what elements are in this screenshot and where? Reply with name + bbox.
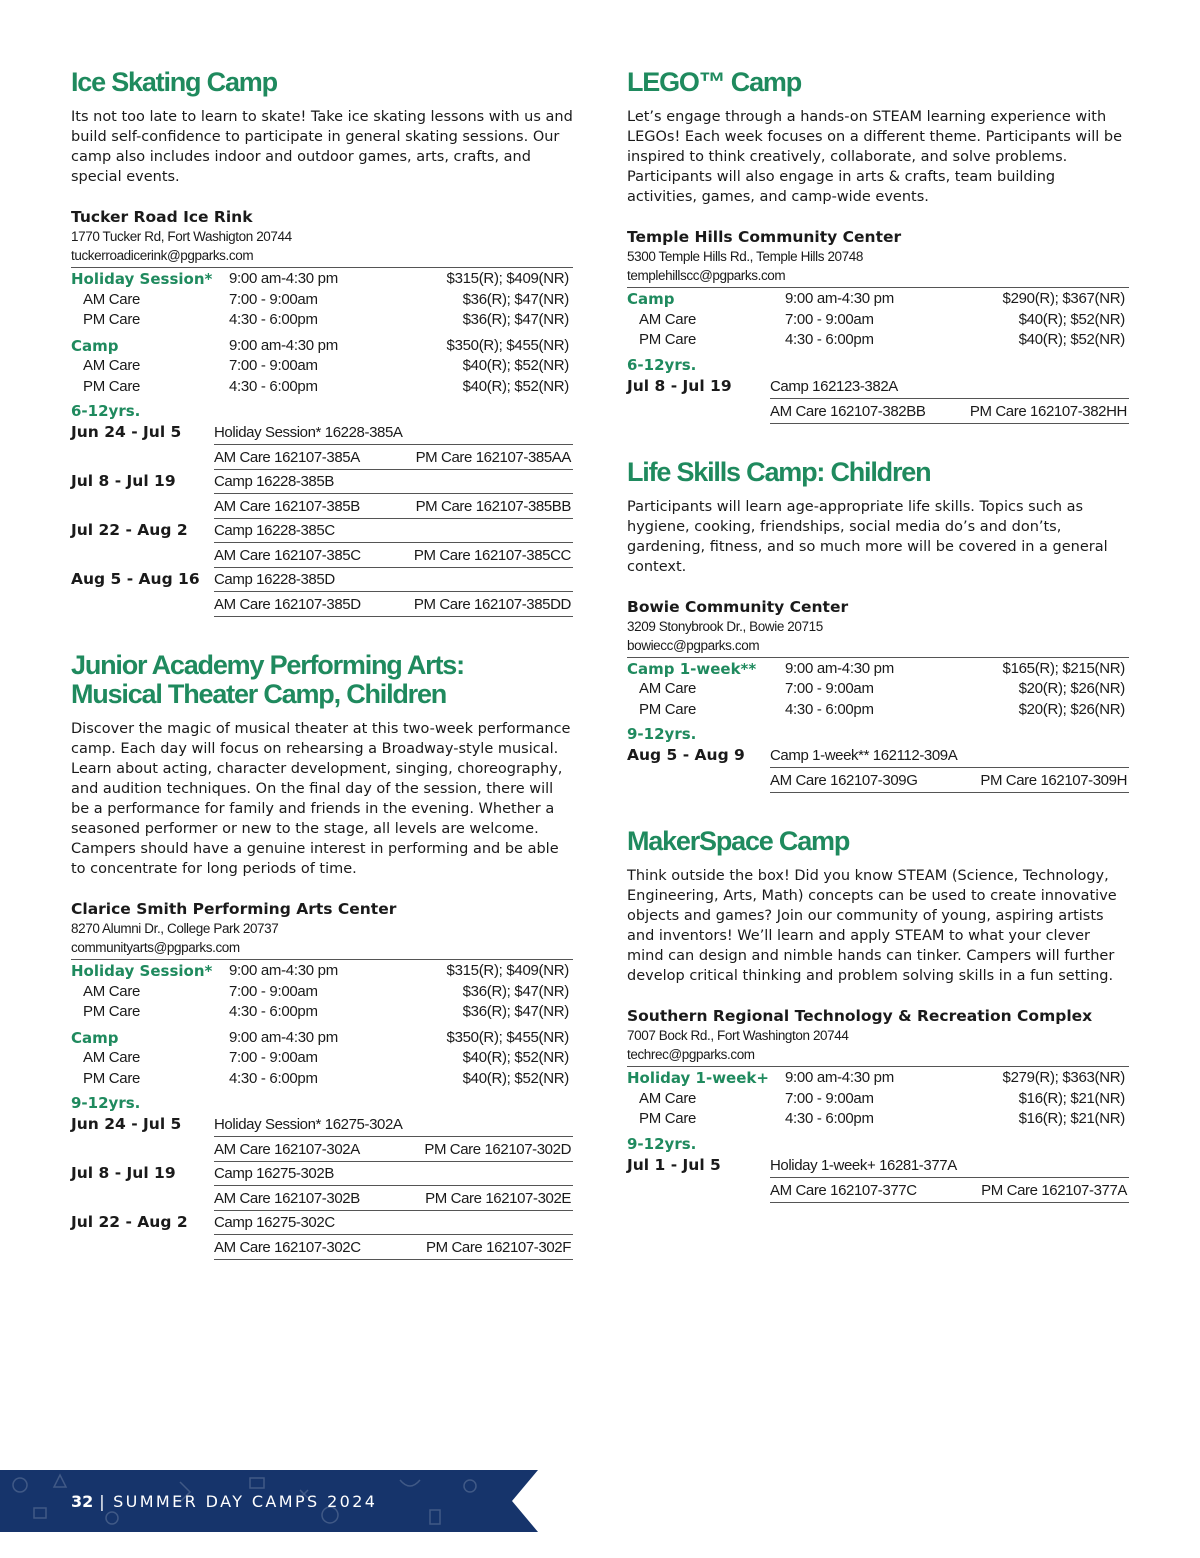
session-date: Aug 5 - Aug 16 xyxy=(71,570,200,588)
price-value: $16(R); $21(NR) xyxy=(1018,1110,1125,1127)
pm-care-code: PM Care 162107-309H xyxy=(949,768,1129,793)
price-row-care xyxy=(71,290,573,311)
price-label: Holiday Session* xyxy=(71,270,213,288)
session-code: Camp 16228-385D xyxy=(214,568,573,592)
location-email: templehillscc@pgparks.com xyxy=(627,268,786,283)
price-row-care xyxy=(627,679,1129,700)
schedule-spacer xyxy=(71,445,214,470)
price-row-care xyxy=(71,1002,573,1023)
schedule-table xyxy=(71,421,573,617)
session-code: Camp 1-week** 162112-309A xyxy=(770,744,1129,768)
schedule-care-row xyxy=(627,1177,1129,1202)
pm-care-code: PM Care 162107-385AA xyxy=(386,445,573,470)
schedule-row xyxy=(627,375,1129,399)
footer-separator: | xyxy=(99,1492,108,1511)
page-number: 32 xyxy=(71,1492,94,1511)
price-table xyxy=(627,287,1129,351)
am-care-code: AM Care 162107-385B xyxy=(214,494,386,519)
pm-care-code: PM Care 162107-377A xyxy=(949,1177,1129,1202)
price-row-main xyxy=(627,657,1129,679)
price-time: 4:30 - 6:00pm xyxy=(229,311,318,328)
section-title-line: Life Skills Camp: Children xyxy=(627,456,931,487)
price-table xyxy=(627,1066,1129,1130)
footer-label: SUMMER DAY CAMPS 2024 xyxy=(113,1492,378,1511)
price-label: Holiday 1-week+ xyxy=(627,1069,769,1087)
price-value: $20(R); $26(NR) xyxy=(1018,680,1125,697)
price-time: 9:00 am-4:30 pm xyxy=(785,1069,894,1086)
location-email: techrec@pgparks.com xyxy=(627,1047,755,1062)
price-row-care xyxy=(627,1109,1129,1130)
price-value: $40(R); $52(NR) xyxy=(462,1049,569,1066)
location-address: 3209 Stonybrook Dr., Bowie 20715 xyxy=(627,618,823,634)
schedule-spacer xyxy=(71,1186,214,1211)
am-care-code: AM Care 162107-382BB xyxy=(770,398,947,423)
price-row-care xyxy=(71,310,573,331)
price-label: Holiday Session* xyxy=(71,962,213,980)
pm-care-code: PM Care 162107-385CC xyxy=(386,543,573,568)
price-time: 9:00 am-4:30 pm xyxy=(229,336,338,354)
session-date: Jun 24 - Jul 5 xyxy=(71,1115,182,1134)
am-care-code: AM Care 162107-302C xyxy=(214,1235,392,1260)
pm-care-code: PM Care 162107-302F xyxy=(392,1235,573,1260)
location-name: Temple Hills Community Center xyxy=(627,228,902,246)
schedule-row xyxy=(71,470,573,494)
price-time: 4:30 - 6:00pm xyxy=(785,331,874,348)
schedule-care-row xyxy=(71,1137,573,1162)
section-title xyxy=(627,458,1129,487)
schedule-table xyxy=(627,1154,1129,1203)
price-label: PM Care xyxy=(83,377,141,395)
pm-care-code: PM Care 162107-385DD xyxy=(386,592,573,617)
price-row-care xyxy=(627,330,1129,351)
age-range: 9-12yrs. xyxy=(627,1134,697,1153)
session-date: Jul 8 - Jul 19 xyxy=(71,472,176,490)
am-care-code: AM Care 162107-377C xyxy=(770,1177,949,1202)
price-row-care xyxy=(71,1069,573,1090)
schedule-spacer xyxy=(71,592,214,617)
session-date: Jul 8 - Jul 19 xyxy=(627,376,732,395)
camp-section xyxy=(71,68,573,617)
price-time: 9:00 am-4:30 pm xyxy=(229,962,338,979)
schedule-care-row xyxy=(71,445,573,470)
price-time: 7:00 - 9:00am xyxy=(785,680,874,697)
price-table xyxy=(71,267,573,397)
am-care-code: AM Care 162107-302B xyxy=(214,1186,392,1211)
schedule-row xyxy=(71,1211,573,1235)
session-code: Camp 16275-302B xyxy=(214,1162,573,1186)
price-value: $40(R); $52(NR) xyxy=(1018,310,1125,328)
price-row-care xyxy=(627,1089,1129,1110)
session-code: Holiday Session* 16228-385A xyxy=(214,421,573,445)
schedule-spacer xyxy=(71,494,214,519)
schedule-row xyxy=(71,1162,573,1186)
price-label: Camp 1-week** xyxy=(627,659,757,678)
footer-text xyxy=(71,1492,377,1511)
schedule-table xyxy=(71,1113,573,1260)
price-value: $36(R); $47(NR) xyxy=(462,1003,569,1020)
schedule-table xyxy=(627,744,1129,793)
schedule-spacer xyxy=(71,1235,214,1260)
section-title xyxy=(627,68,1129,97)
price-time: 7:00 - 9:00am xyxy=(229,982,318,1000)
section-title xyxy=(627,827,1129,856)
pm-care-code: PM Care 162107-302E xyxy=(392,1186,573,1211)
price-label: AM Care xyxy=(83,357,141,374)
schedule-table xyxy=(627,375,1129,424)
session-date: Jul 22 - Aug 2 xyxy=(71,1213,188,1231)
schedule-spacer xyxy=(627,768,770,793)
price-label: AM Care xyxy=(639,680,697,697)
price-time: 4:30 - 6:00pm xyxy=(229,377,318,395)
price-value: $40(R); $52(NR) xyxy=(1018,331,1125,348)
price-value: $40(R); $52(NR) xyxy=(462,1069,569,1087)
price-value: $315(R); $409(NR) xyxy=(446,962,569,979)
section-description: Let’s engage through a hands-on STEAM learning experience with LEGOs! Each week focuses on a different theme. Participants will be inspired to think creatively, collaborate, and solve problems. Participants will also engage in arts & crafts, team building activities, games, and camp-wide events. xyxy=(627,109,1123,205)
price-row-main xyxy=(71,960,573,982)
schedule-row xyxy=(627,1154,1129,1178)
am-care-code: AM Care 162107-385C xyxy=(214,543,386,568)
price-time: 4:30 - 6:00pm xyxy=(229,1003,318,1020)
location-name: Clarice Smith Performing Arts Center xyxy=(71,900,397,918)
price-label: PM Care xyxy=(83,311,141,328)
price-time: 4:30 - 6:00pm xyxy=(229,1069,318,1087)
am-care-code: AM Care 162107-309G xyxy=(770,768,949,793)
price-value: $315(R); $409(NR) xyxy=(446,270,569,287)
session-date: Jul 22 - Aug 2 xyxy=(71,521,188,539)
price-row-care xyxy=(627,700,1129,721)
price-value: $350(R); $455(NR) xyxy=(446,1028,569,1046)
location-email: communityarts@pgparks.com xyxy=(71,940,240,955)
age-range: 6-12yrs. xyxy=(71,402,141,420)
price-time: 9:00 am-4:30 pm xyxy=(785,659,894,677)
schedule-row xyxy=(71,519,573,543)
price-label: AM Care xyxy=(83,290,141,308)
schedule-care-row xyxy=(71,494,573,519)
session-code: Holiday 1-week+ 16281-377A xyxy=(770,1154,1129,1178)
age-range: 6-12yrs. xyxy=(627,355,697,374)
price-value: $36(R); $47(NR) xyxy=(462,290,569,308)
session-code: Holiday Session* 16275-302A xyxy=(214,1113,573,1137)
price-value: $40(R); $52(NR) xyxy=(462,357,569,374)
price-time: 4:30 - 6:00pm xyxy=(785,700,874,718)
right-column xyxy=(627,60,1129,1237)
session-date: Aug 5 - Aug 9 xyxy=(627,746,745,765)
session-code: Camp 16275-302C xyxy=(214,1211,573,1235)
schedule-row xyxy=(627,744,1129,768)
location-name: Bowie Community Center xyxy=(627,597,849,616)
price-row-care xyxy=(71,356,573,377)
section-title-line: Ice Skating Camp xyxy=(71,67,277,97)
price-value: $40(R); $52(NR) xyxy=(462,377,569,395)
section-title-line: Musical Theater Camp, Children xyxy=(71,679,447,709)
session-code: Camp 162123-382A xyxy=(770,375,1129,399)
location-address: 7007 Bock Rd., Fort Washington 20744 xyxy=(627,1028,849,1043)
session-code: Camp 16228-385C xyxy=(214,519,573,543)
price-table xyxy=(71,959,573,1089)
price-row-main xyxy=(627,288,1129,310)
camp-section xyxy=(627,68,1129,424)
section-description: Think outside the box! Did you know STEAM (Science, Technology, Engineering, Arts, Math) concepts can be used to create innovative objects and games? Join our community of young, aspiring artists and inventors! We’ll learn and apply STEAM to what your clever mind can design and nimble hands can tinker. Campers will further develop critical thinking and problem solving skills in a fun setting. xyxy=(627,868,1117,984)
location-address: 1770 Tucker Rd, Fort Washigton 20744 xyxy=(71,229,292,244)
am-care-code: AM Care 162107-385A xyxy=(214,445,386,470)
schedule-care-row xyxy=(627,398,1129,423)
price-label: Camp xyxy=(71,336,119,355)
price-time: 7:00 - 9:00am xyxy=(229,1049,318,1066)
session-date: Jun 24 - Jul 5 xyxy=(71,423,182,442)
price-time: 7:00 - 9:00am xyxy=(229,357,318,374)
section-title-line: LEGO™ Camp xyxy=(627,67,802,97)
schedule-spacer xyxy=(71,543,214,568)
price-label: AM Care xyxy=(83,1049,141,1066)
location-name: Southern Regional Technology & Recreation Complex xyxy=(627,1007,1093,1025)
price-value: $279(R); $363(NR) xyxy=(1002,1069,1125,1086)
schedule-row xyxy=(71,421,573,445)
schedule-row xyxy=(71,568,573,592)
schedule-spacer xyxy=(627,1177,770,1202)
schedule-spacer xyxy=(627,398,770,423)
am-care-code: AM Care 162107-385D xyxy=(214,592,386,617)
section-title xyxy=(71,68,573,97)
price-value: $36(R); $47(NR) xyxy=(462,982,569,1000)
price-row-care xyxy=(71,1048,573,1069)
price-value: $16(R); $21(NR) xyxy=(1018,1089,1125,1107)
location-address: 8270 Alumni Dr., College Park 20737 xyxy=(71,921,279,936)
price-label: PM Care xyxy=(83,1003,141,1020)
schedule-care-row xyxy=(71,592,573,617)
price-time: 4:30 - 6:00pm xyxy=(785,1110,874,1127)
price-row-care xyxy=(71,982,573,1003)
price-time: 7:00 - 9:00am xyxy=(785,310,874,328)
am-care-code: AM Care 162107-302A xyxy=(214,1137,392,1162)
schedule-care-row xyxy=(71,543,573,568)
schedule-care-row xyxy=(627,768,1129,793)
camp-section xyxy=(71,651,573,1260)
price-label: Camp xyxy=(71,1028,119,1047)
price-value: $165(R); $215(NR) xyxy=(1002,659,1125,677)
price-time: 9:00 am-4:30 pm xyxy=(785,290,894,307)
price-label: PM Care xyxy=(639,700,697,718)
price-label: PM Care xyxy=(639,1110,697,1127)
section-description: Its not too late to learn to skate! Take ice skating lessons with us and build self-confidence to participate in general skating sessions. Our camp also includes indoor and outdoor games, arts, crafts, and special events. xyxy=(71,109,573,185)
camp-section xyxy=(627,458,1129,794)
session-date: Jul 1 - Jul 5 xyxy=(627,1155,721,1174)
price-label: Camp xyxy=(627,290,675,308)
age-range: 9-12yrs. xyxy=(627,725,697,743)
location-email: tuckerroadicerink@pgparks.com xyxy=(71,248,254,263)
price-label: PM Care xyxy=(639,331,697,348)
price-value: $350(R); $455(NR) xyxy=(446,336,569,354)
price-value: $290(R); $367(NR) xyxy=(1002,290,1125,307)
price-time: 9:00 am-4:30 pm xyxy=(229,270,338,287)
schedule-care-row xyxy=(71,1186,573,1211)
age-range: 9-12yrs. xyxy=(71,1094,141,1112)
section-description: Discover the magic of musical theater at this two-week performance camp. Each day will focus on rehearsing a Broadway-style musical. Learn about acting, character development, singing, choreography, and audition techniques. On the final day of the session, there will be a performance for family and friends in the evening. Whether a seasoned performer or new to the stage, all levels are welcome. Campers should have a genuine interest in performing and be able to concentrate for long periods of time. xyxy=(71,721,571,877)
location-email: bowiecc@pgparks.com xyxy=(627,637,760,653)
price-time: 7:00 - 9:00am xyxy=(785,1089,874,1107)
location-address: 5300 Temple Hills Rd., Temple Hills 20748 xyxy=(627,249,863,264)
price-row-main xyxy=(627,1067,1129,1089)
schedule-spacer xyxy=(71,1137,214,1162)
price-time: 9:00 am-4:30 pm xyxy=(229,1028,338,1046)
price-label: PM Care xyxy=(83,1069,141,1087)
price-label: AM Care xyxy=(639,310,697,328)
pm-care-code: PM Care 162107-382HH xyxy=(947,398,1129,423)
price-value: $20(R); $26(NR) xyxy=(1018,700,1125,718)
pm-care-code: PM Care 162107-302D xyxy=(392,1137,573,1162)
price-row-main xyxy=(71,1023,573,1049)
camp-section xyxy=(627,827,1129,1203)
price-row-care xyxy=(71,377,573,398)
section-title-line: MakerSpace Camp xyxy=(627,826,850,856)
location-name: Tucker Road Ice Rink xyxy=(71,208,253,226)
price-label: AM Care xyxy=(639,1089,697,1107)
pm-care-code: PM Care 162107-385BB xyxy=(386,494,573,519)
price-row-main xyxy=(71,331,573,357)
price-time: 7:00 - 9:00am xyxy=(229,290,318,308)
price-table xyxy=(627,657,1129,721)
section-title xyxy=(71,651,573,709)
schedule-care-row xyxy=(71,1235,573,1260)
section-description: Participants will learn age-appropriate life skills. Topics such as hygiene, cooking, friendships, social media do’s and don’ts, gardening, fitness, and so much more will be covered in a general context. xyxy=(627,498,1108,575)
price-label: AM Care xyxy=(83,982,141,1000)
session-date: Jul 8 - Jul 19 xyxy=(71,1164,176,1182)
section-title-line: Junior Academy Performing Arts: xyxy=(71,650,464,680)
left-column xyxy=(71,60,573,1294)
session-code: Camp 16228-385B xyxy=(214,470,573,494)
schedule-row xyxy=(71,1113,573,1137)
price-row-main xyxy=(71,268,573,290)
price-row-care xyxy=(627,310,1129,331)
price-value: $36(R); $47(NR) xyxy=(462,311,569,328)
